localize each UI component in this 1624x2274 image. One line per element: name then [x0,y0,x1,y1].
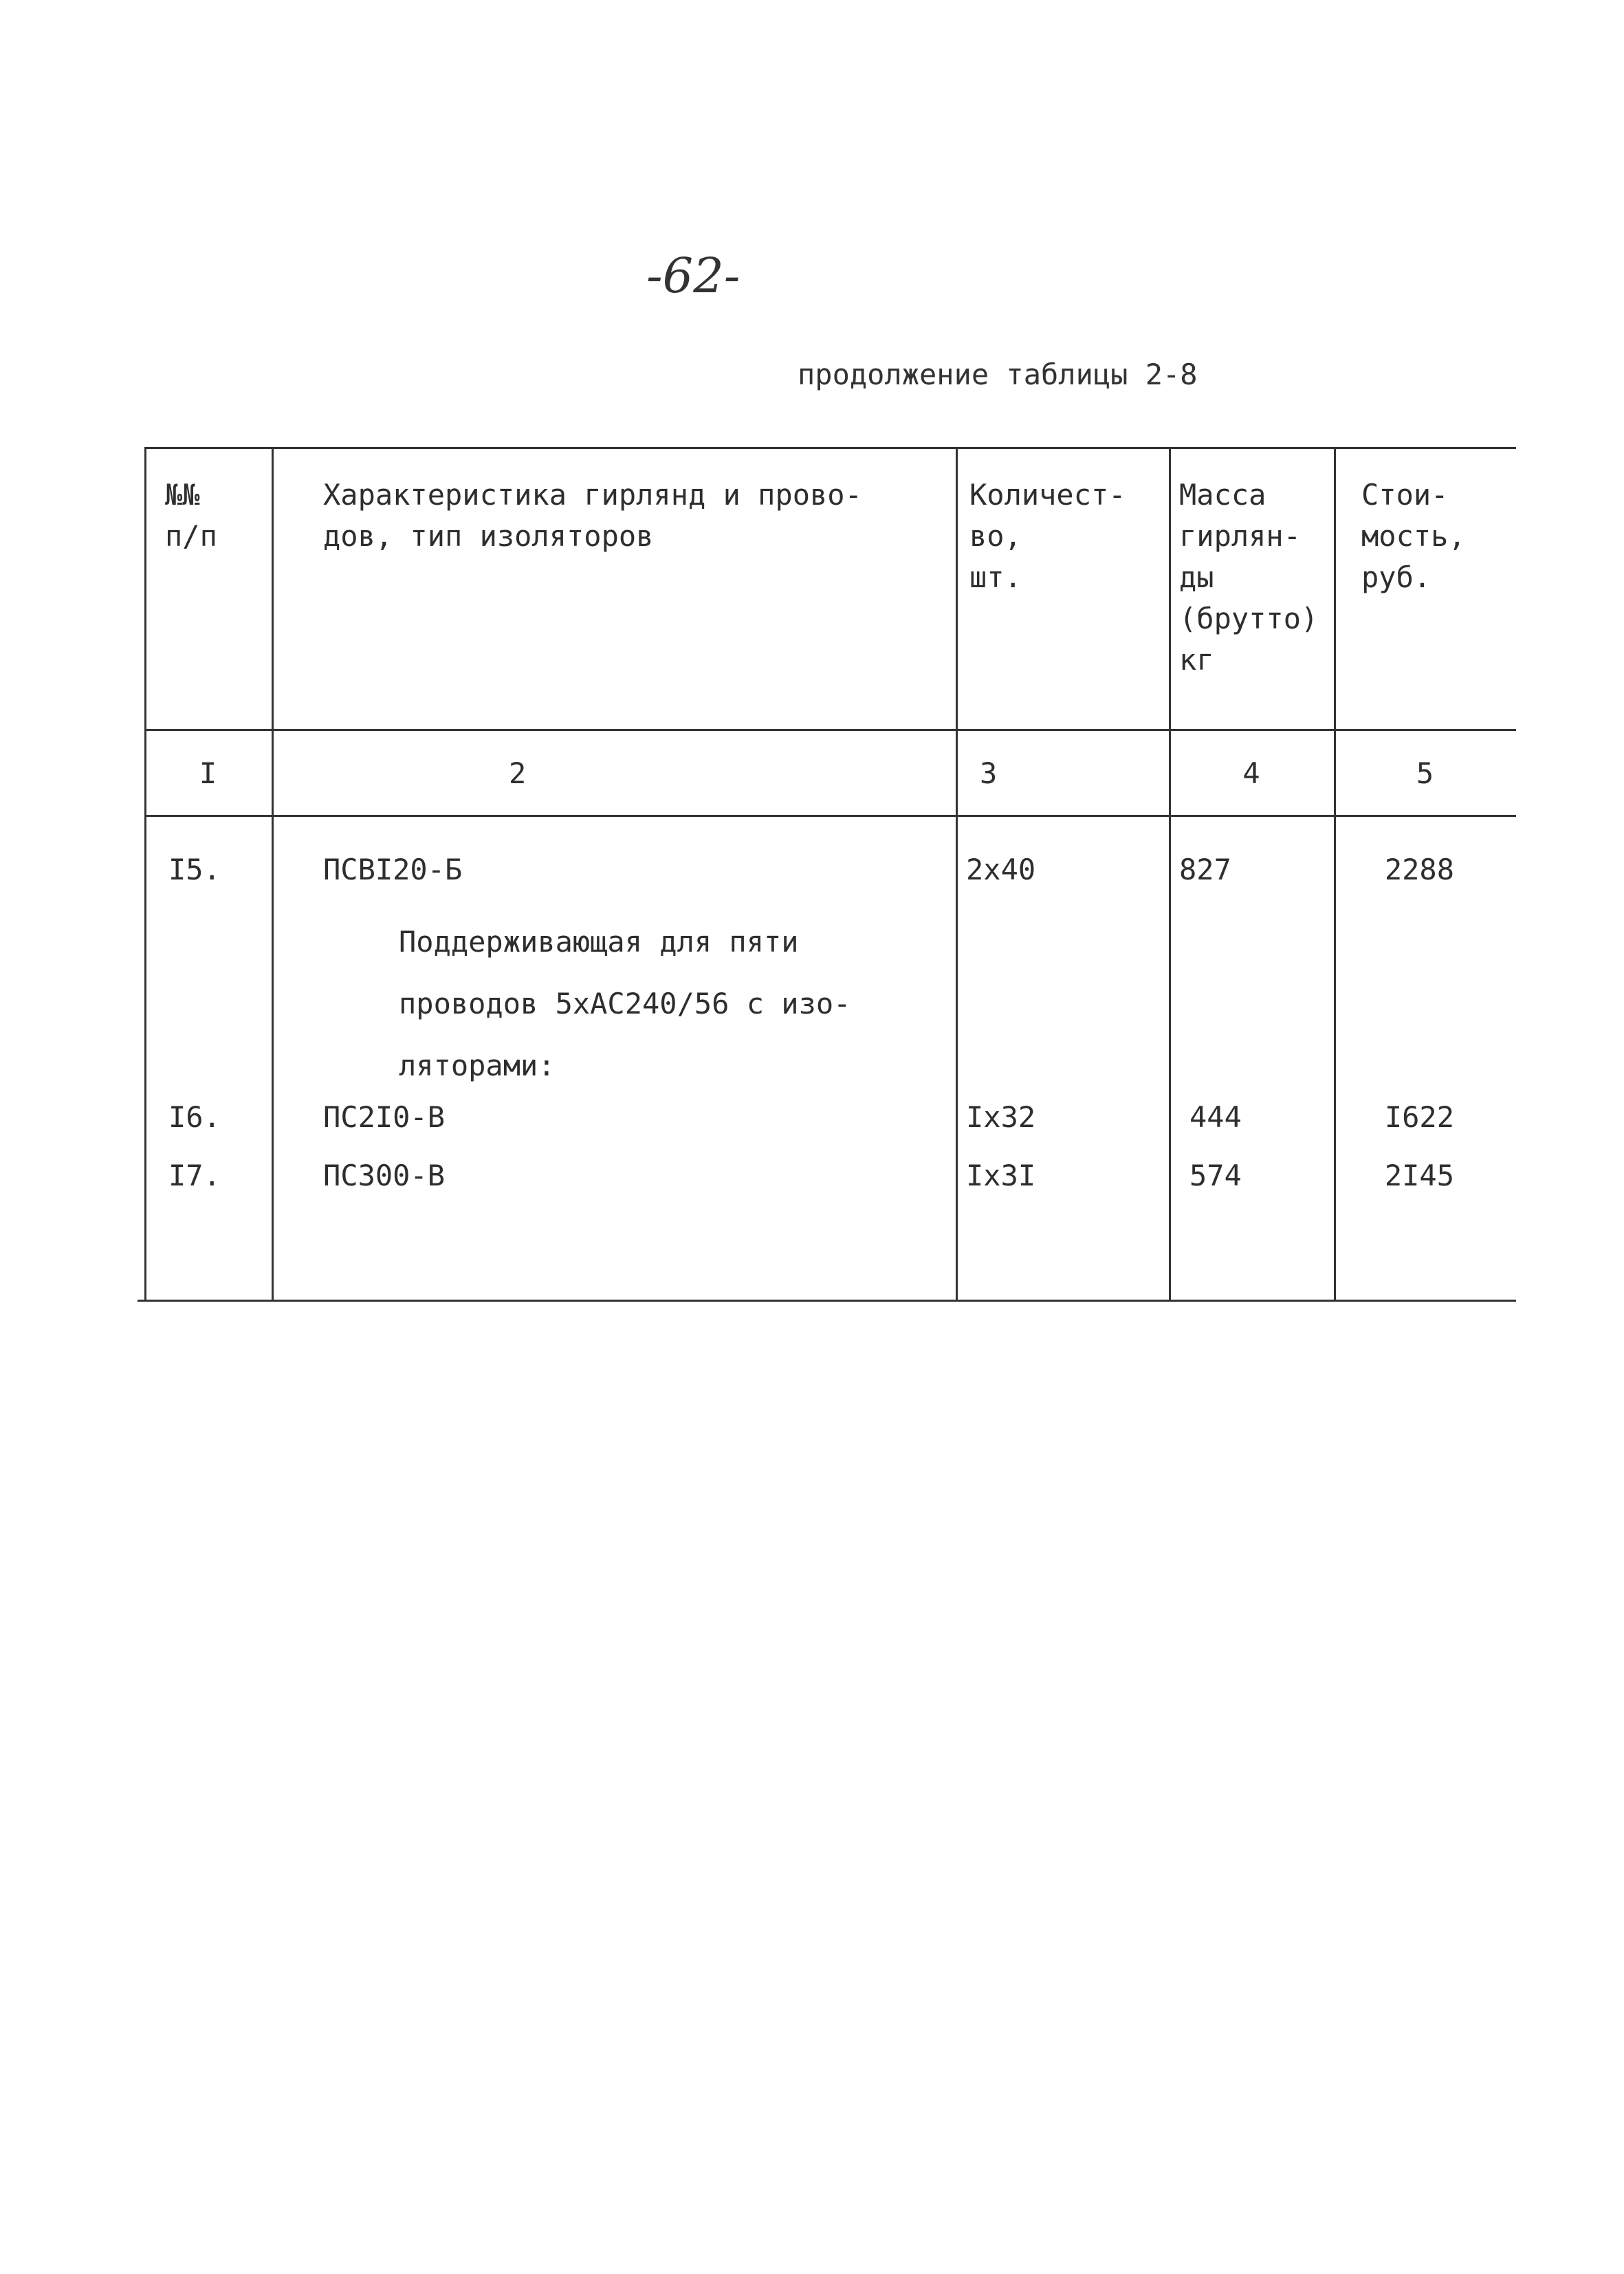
row-mass: 574 [1189,1159,1242,1192]
column-numbers-divider [144,815,1516,817]
row-number: I7. [168,1159,221,1192]
data-table [138,447,1516,1303]
page-number: -62- [646,248,740,304]
column-number-5: 5 [1416,756,1434,790]
row-quantity: Iх3I [966,1159,1036,1192]
row-cost: 2I45 [1384,1159,1454,1192]
row-description-note: Поддерживающая для пяти проводов 5хАС240/56 с изо- ляторами: [399,925,851,1082]
header-cost: Стои- мость, руб. [1361,478,1466,594]
col-divider-2 [956,447,958,1300]
col-divider-3 [1169,447,1171,1300]
column-number-4: 4 [1242,756,1260,790]
row-mass: 444 [1189,1100,1242,1134]
row-description: ПСВI20-Б [323,853,463,886]
column-number-2: 2 [509,756,527,790]
row-quantity: 2х40 [966,853,1036,886]
row-number: I6. [168,1100,221,1134]
header-description: Характеристика гирлянд и прово- дов, тип изоляторов [323,478,862,553]
header-mass: Масса гирлян- ды (брутто) кг [1179,478,1319,677]
row-quantity: Iх32 [966,1100,1036,1134]
table-border-top [144,447,1516,449]
header-number: №№ п/п [165,478,217,553]
header-divider [144,729,1516,731]
row-mass: 827 [1179,853,1231,886]
table-caption: продолжение таблицы 2-8 [798,358,1198,391]
row-number: I5. [168,853,221,886]
row-description: ПС300-В [323,1159,446,1192]
row-description: ПС2I0-В [323,1100,446,1134]
column-number-3: 3 [980,756,998,790]
header-quantity: Количест- во, шт. [969,478,1126,594]
table-border-bottom [138,1300,1516,1302]
col-divider-1 [272,447,274,1300]
column-number-1: I [199,756,217,790]
table-border-left [144,447,146,1300]
row-cost: I622 [1384,1100,1454,1134]
row-cost: 2288 [1384,853,1454,886]
